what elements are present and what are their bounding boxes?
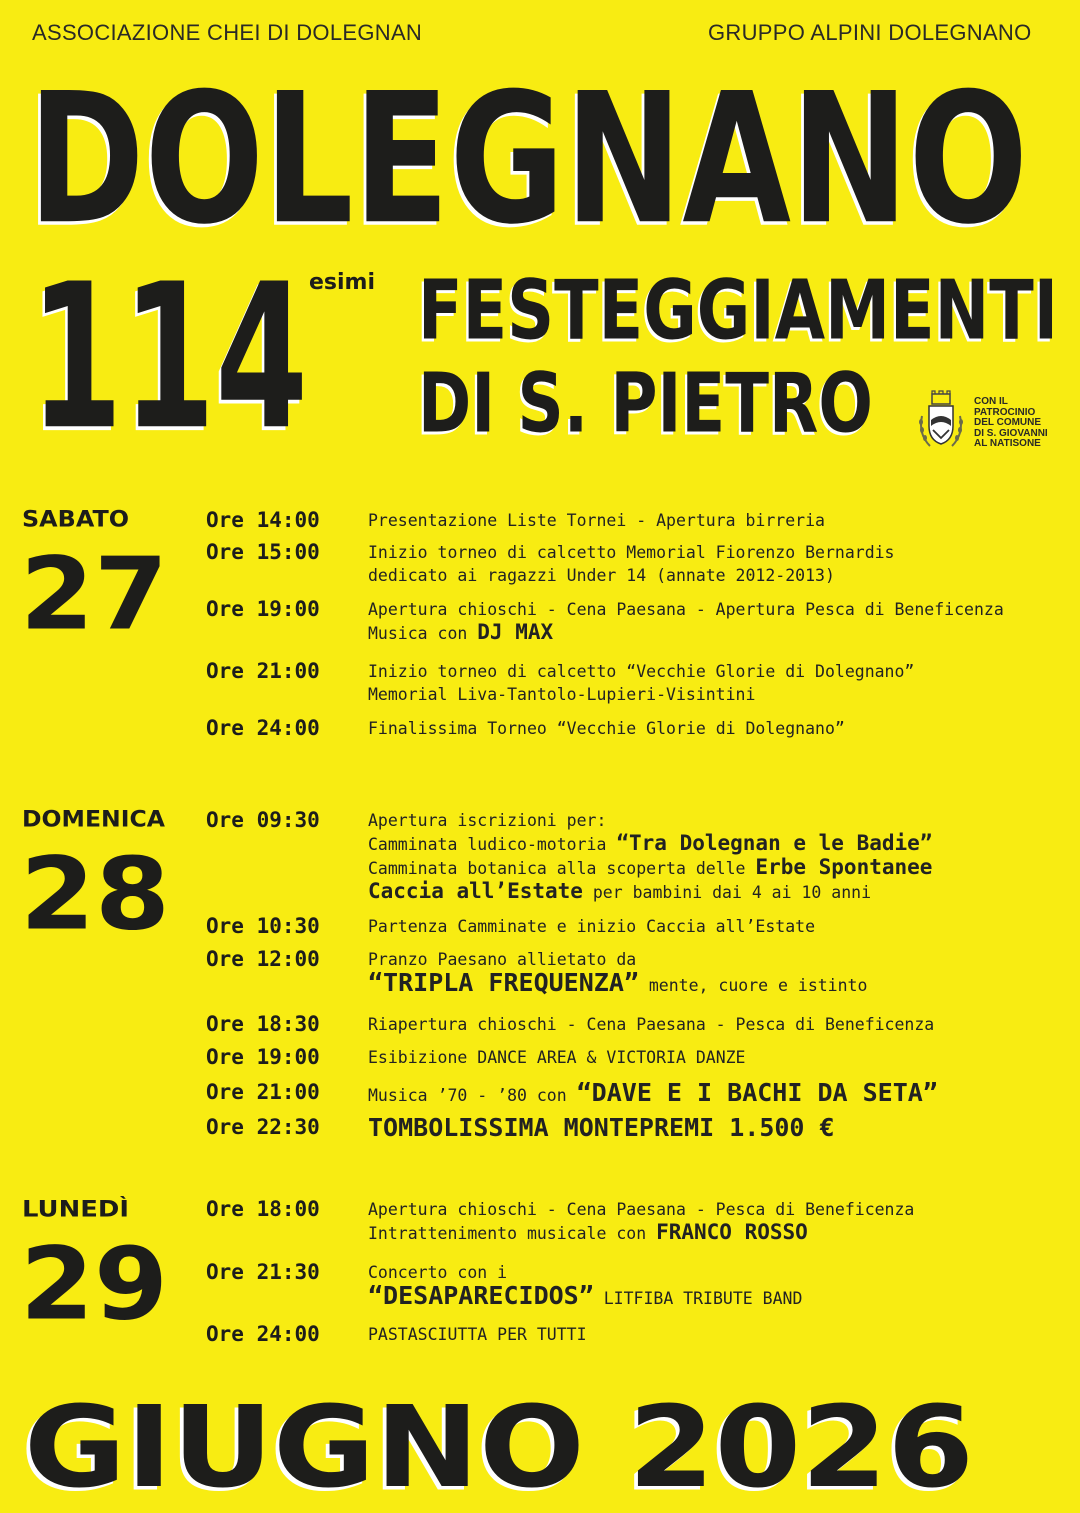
event-time: Ore 15:00 bbox=[206, 540, 320, 564]
event-line bbox=[368, 856, 932, 880]
event-time: Ore 24:00 bbox=[206, 716, 320, 740]
event-highlight: DANCE AREA & VICTORIA DANZE bbox=[477, 1048, 746, 1067]
event-line bbox=[368, 809, 932, 832]
event-text: Musica ’70 - ’80 con bbox=[368, 1086, 577, 1105]
month-year: GIUGNO 2026 bbox=[24, 1382, 974, 1513]
event-sat-1400 bbox=[368, 509, 825, 532]
organizer-left: ASSOCIAZIONE CHEI DI DOLEGNAN bbox=[32, 20, 423, 45]
event-line bbox=[368, 1198, 914, 1221]
event-text: Intrattenimento musicale con bbox=[368, 1224, 657, 1243]
event-time: Ore 21:00 bbox=[206, 1080, 320, 1104]
event-sat-1500 bbox=[368, 541, 895, 587]
event-text: Apertura chioschi - Cena Paesana - Pesca di Beneficenza bbox=[368, 1200, 915, 1219]
event-text: dedicato ai ragazzi Under 14 (annate 2012-2013) bbox=[368, 566, 835, 585]
event-line bbox=[368, 541, 895, 564]
event-mon-2400 bbox=[368, 1323, 587, 1346]
event-highlight: Caccia all’Estate bbox=[368, 879, 583, 903]
event-time: Ore 18:30 bbox=[206, 1012, 320, 1036]
event-line bbox=[368, 598, 1004, 621]
event-text: Riapertura chioschi - Cena Paesana - Pesca di Beneficenza bbox=[368, 1015, 935, 1034]
day-name-saturday: SABATO bbox=[22, 506, 129, 532]
event-text: Finalissima Torneo bbox=[368, 719, 557, 738]
event-title-line1: FESTEGGIAMENTI bbox=[418, 263, 1058, 359]
event-highlight: Memorial Liva-Tantolo-Lupieri-Visintini bbox=[368, 685, 756, 704]
event-highlight: “DESAPARECIDOS” bbox=[368, 1281, 594, 1310]
event-text: Camminata ludico-motoria bbox=[368, 835, 617, 854]
event-line bbox=[368, 1078, 938, 1107]
event-line bbox=[368, 915, 815, 938]
event-line bbox=[368, 832, 932, 856]
municipal-crest-icon bbox=[916, 390, 966, 452]
edition-suffix: esimi bbox=[309, 270, 376, 295]
event-time: Ore 10:30 bbox=[206, 914, 320, 938]
day-name-monday: LUNEDÌ bbox=[22, 1196, 129, 1222]
event-text: Apertura chioschi - Cena Paesana - Apertura Pesca di Beneficenza bbox=[368, 600, 1004, 619]
event-text: per bambini dai 4 ai 10 anni bbox=[582, 883, 872, 902]
event-text: Concerto con i bbox=[368, 1263, 508, 1282]
event-sun-1030 bbox=[368, 915, 815, 938]
event-highlight: Erbe Spontanee bbox=[755, 855, 933, 879]
event-line bbox=[368, 880, 932, 904]
event-mon-1800 bbox=[368, 1198, 914, 1245]
organizer-right: GRUPPO ALPINI DOLEGNANO bbox=[708, 20, 1032, 45]
event-time: Ore 14:00 bbox=[206, 508, 320, 532]
event-line bbox=[368, 717, 845, 740]
event-highlight: LITFIBA TRIBUTE BAND bbox=[593, 1289, 803, 1308]
event-sat-2400 bbox=[368, 717, 845, 740]
event-line bbox=[368, 660, 914, 683]
event-title-line2: DI S. PIETRO bbox=[418, 356, 873, 452]
event-text: Presentazione Liste Tornei - Apertura birreria bbox=[368, 511, 825, 530]
event-line bbox=[368, 968, 868, 997]
event-highlight: TOMBOLISSIMA MONTEPREMI 1.500 € bbox=[368, 1113, 835, 1142]
event-line bbox=[368, 1113, 835, 1142]
event-text: Partenza Camminate e inizio Caccia all’Estate bbox=[368, 917, 816, 936]
event-text: Inizio torneo di calcetto bbox=[368, 662, 627, 681]
event-text: Musica con bbox=[368, 624, 478, 643]
event-text: Apertura iscrizioni per: bbox=[368, 811, 607, 830]
event-line bbox=[368, 621, 1004, 645]
event-time: Ore 19:00 bbox=[206, 597, 320, 621]
event-time: Ore 18:00 bbox=[206, 1197, 320, 1221]
event-text: mente, cuore e istinto bbox=[638, 976, 868, 995]
event-highlight: “DAVE E I BACHI DA SETA” bbox=[576, 1078, 938, 1107]
event-time: Ore 19:00 bbox=[206, 1045, 320, 1069]
event-line bbox=[368, 509, 825, 532]
day-number-29: 29 bbox=[20, 1226, 168, 1343]
event-time: Ore 09:30 bbox=[206, 808, 320, 832]
town-title: DOLEGNANO bbox=[28, 54, 1028, 265]
event-line bbox=[368, 1221, 914, 1245]
event-sun-1830 bbox=[368, 1013, 934, 1036]
event-line bbox=[368, 683, 914, 706]
event-highlight: “Vecchie Glorie di Dolegnano” bbox=[556, 719, 845, 738]
event-highlight: “Tra Dolegnan e le Badie” bbox=[616, 831, 933, 855]
event-line bbox=[368, 564, 895, 587]
event-time: Ore 22:30 bbox=[206, 1115, 320, 1139]
event-sun-2230 bbox=[368, 1113, 835, 1142]
event-sun-1200 bbox=[368, 948, 867, 997]
event-highlight: “TRIPLA FREQUENZA” bbox=[368, 968, 639, 997]
day-number-27: 27 bbox=[20, 536, 168, 653]
event-highlight: “Vecchie Glorie di Dolegnano” bbox=[626, 662, 915, 681]
event-text: Inizio torneo di calcetto bbox=[368, 543, 627, 562]
event-text: Pranzo Paesano allietato da bbox=[368, 950, 637, 969]
event-sun-2100 bbox=[368, 1078, 938, 1107]
event-sun-1900 bbox=[368, 1046, 746, 1069]
day-number-28: 28 bbox=[20, 836, 170, 953]
patronage-text: CON IL PATROCINIO DEL COMUNE DI S. GIOVANNI AL NATISONE bbox=[974, 396, 1048, 449]
event-highlight: DJ MAX bbox=[477, 620, 554, 644]
event-mon-2130 bbox=[368, 1261, 802, 1310]
event-time: Ore 24:00 bbox=[206, 1322, 320, 1346]
event-highlight: PASTASCIUTTA PER TUTTI bbox=[368, 1325, 587, 1344]
event-sun-0930 bbox=[368, 809, 932, 904]
edition-number: 114 bbox=[30, 241, 308, 475]
event-time: Ore 21:00 bbox=[206, 659, 320, 683]
event-highlight: FRANCO ROSSO bbox=[656, 1220, 808, 1244]
event-time: Ore 12:00 bbox=[206, 947, 320, 971]
day-name-sunday: DOMENICA bbox=[22, 806, 165, 832]
event-line bbox=[368, 1013, 934, 1036]
event-highlight: Memorial Fiorenzo Bernardis bbox=[626, 543, 895, 562]
event-text: Esibizione bbox=[368, 1048, 478, 1067]
event-line bbox=[368, 1046, 746, 1069]
event-sat-1900 bbox=[368, 598, 1004, 645]
event-sat-2100 bbox=[368, 660, 914, 706]
event-line bbox=[368, 1323, 587, 1346]
event-line bbox=[368, 1281, 803, 1310]
event-time: Ore 21:30 bbox=[206, 1260, 320, 1284]
event-text: Camminata botanica alla scoperta delle bbox=[368, 859, 756, 878]
